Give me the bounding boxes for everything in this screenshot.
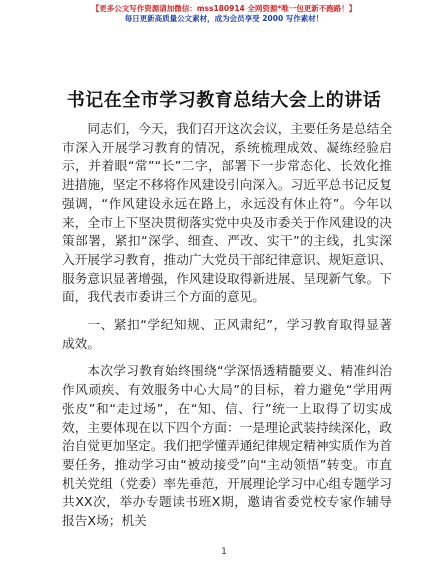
promo-banner-line-1: 【更多公文写作资源请加微信：mss180914 全网资源*唯一包更新不跑路！】 — [91, 4, 357, 13]
document-body — [62, 120, 392, 531]
document-title: 书记在全市学习教育总结大会上的讲话 — [66, 90, 382, 111]
body-paragraph: 本次学习教育始终围绕“学深悟透精髓要义、精准纠治作风顽疾、有效服务中心大局”的目标，着力避免“学用两张皮”和“走过场”，在“知、信、行”统一上取得了切实成效，主要体现在以下四个方面：一是理论武装持续深化，政治自觉更加坚定。我们把学懂弄通纪律规定精神实质作为首要任务，推动学习由“被动接受”向“主动领悟”转变。市直机关党组（党委）率先垂范，开展理论学习中心组专题学习共XX次，举办专题读书班X期，邀请省委党校专家作辅导报告X场；机关 — [62, 363, 392, 529]
section-heading: 一、紧扣“学纪知规、正风肃纪”，学习教育取得显著成效。 — [62, 317, 392, 351]
promo-banner-line-2: 每日更新高质量公文素材，成为会员享受 2000 写作素材！ — [124, 14, 324, 23]
body-paragraph: 同志们，今天，我们召开这次会议，主要任务是总结全市深入开展学习教育的情况，系统梳理成效、凝练经验启示，并着眼“常”“长”二字，部署下一步常态化、长效化推进措施，坚定不移将作风建设引向深入。习近平总书记反复强调，“作风建设永远在路上，永远没有休止符”。今年以来，全市上下坚决贯彻落实党中央及市委关于作风建设的决策部署，紧扣“深学、细查、严改、实干”的主线，扎实深入开展学习教育，推动广大党员干部纪律意识、规矩意识、服务意识显著增强，作风建设取得新进展、呈现新气象。下面，我代表市委讲三个方面的意见。 — [62, 121, 392, 305]
page-number: 1 — [221, 547, 227, 557]
promo-banner — [0, 4, 448, 24]
